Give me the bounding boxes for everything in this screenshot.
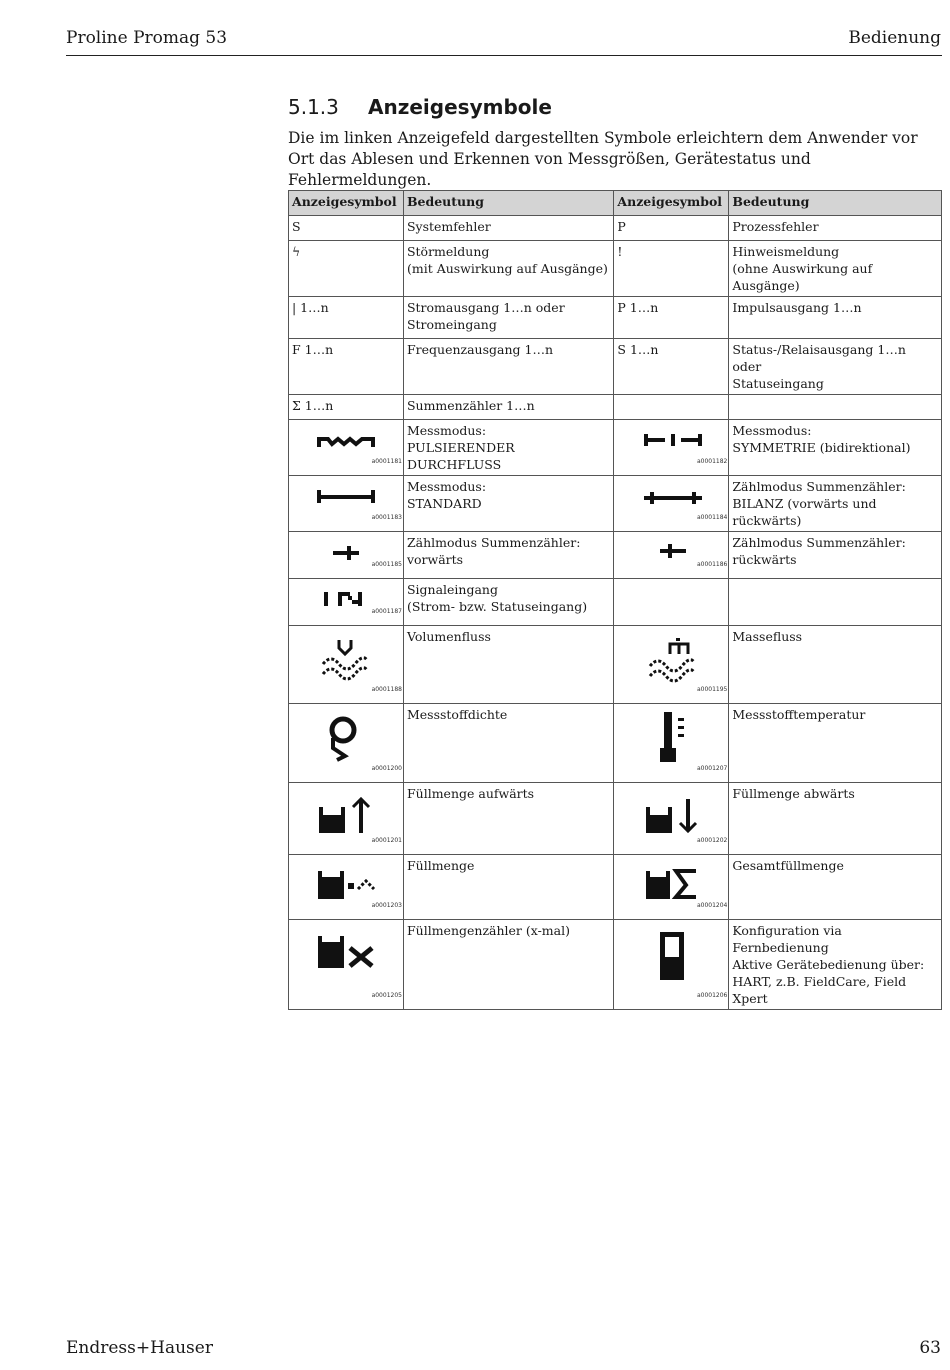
forward-icon [333, 545, 359, 561]
meaning-line: rückwärts [732, 552, 797, 567]
table-row [289, 920, 942, 1010]
section-heading [288, 95, 552, 119]
symbol-cell [614, 704, 729, 783]
meaning-cell [729, 579, 942, 626]
footer-company: Endress+Hauser [66, 1338, 213, 1358]
figure-code: a0001204 [696, 902, 728, 909]
symbol-cell [614, 783, 729, 855]
meaning-line: Statuseingang [732, 376, 824, 391]
table-row [289, 339, 942, 395]
symbol-cell [289, 579, 404, 626]
meaning-line: vorwärts [406, 552, 464, 567]
table-row [289, 420, 942, 476]
figure-code: a0001206 [696, 992, 728, 999]
figure-code: a0001205 [371, 992, 402, 999]
meaning-line: SYMMETRIE (bidirektional) [732, 440, 911, 455]
meaning-cell: Füllmenge [403, 855, 613, 920]
meaning-cell [403, 476, 613, 532]
symbol-cell [614, 532, 729, 579]
symbol-cell [289, 476, 404, 532]
figure-code: a0001201 [371, 837, 402, 844]
meaning-cell: Messstoffdichte [403, 704, 613, 783]
figure-code: a0001188 [371, 686, 402, 693]
meaning-cell [729, 532, 942, 579]
symbol-cell [614, 420, 729, 476]
meaning-cell [403, 579, 613, 626]
meaning-line: Status-/Relaisausgang 1…n oder [732, 342, 906, 374]
table-row [289, 532, 942, 579]
meaning-cell: Gesamtfüllmenge [729, 855, 942, 920]
section-number: 5.1.3 [288, 95, 339, 119]
meaning-line: Störmeldung [406, 244, 490, 259]
meaning-line: (mit Auswirkung auf Ausgänge) [406, 261, 608, 276]
column-header: Anzeigesymbol [289, 191, 404, 216]
meaning-line: HART, z.B. FieldCare, Field Xpert [732, 974, 907, 1006]
meaning-line: Zählmodus Summenzähler: [732, 535, 906, 550]
meaning-line: Stromeingang [406, 317, 497, 332]
meaning-line: Messmodus: [732, 423, 812, 438]
meaning-cell: Füllmenge aufwärts [403, 783, 613, 855]
pulsating-flow-icon [317, 431, 375, 449]
symbol-cell: | 1…n [289, 297, 404, 339]
symbol-cell: F 1…n [289, 339, 404, 395]
backward-icon [660, 543, 686, 559]
figure-code: a0001183 [371, 514, 402, 521]
meaning-line: PULSIERENDER DURCHFLUSS [406, 440, 515, 472]
column-header: Bedeutung [403, 191, 613, 216]
remote-config-icon [658, 930, 686, 982]
section-title: Anzeigesymbole [368, 95, 552, 119]
figure-code: a0001200 [371, 765, 402, 772]
meaning-cell [729, 920, 942, 1010]
figure-code: a0001203 [371, 902, 402, 909]
symbol-table [288, 190, 942, 1010]
meaning-cell [403, 241, 613, 297]
meaning-line: STANDARD [406, 496, 482, 511]
fill-sum-icon [646, 867, 698, 901]
symmetry-icon [644, 431, 702, 449]
meaning-cell [403, 297, 613, 339]
meaning-line: (Strom- bzw. Statuseingang) [406, 599, 588, 614]
symbol-cell [614, 476, 729, 532]
figure-code: a0001187 [371, 608, 402, 615]
meaning-line: (ohne Auswirkung auf Ausgänge) [732, 261, 873, 293]
figure-code: a0001181 [371, 458, 402, 465]
meaning-cell [729, 241, 942, 297]
meaning-cell [729, 395, 942, 420]
figure-code: a0001184 [696, 514, 728, 521]
running-header-title: Proline Promag 53 [66, 28, 228, 48]
meaning-cell [729, 420, 942, 476]
symbol-cell: ! [614, 241, 729, 297]
meaning-line: Stromausgang 1…n oder [406, 300, 565, 315]
symbol-cell: S [289, 216, 404, 241]
meaning-cell: Prozessfehler [729, 216, 942, 241]
balance-icon [644, 489, 702, 507]
meaning-cell [729, 476, 942, 532]
symbol-cell [289, 783, 404, 855]
symbol-cell: Σ 1…n [289, 395, 404, 420]
density-icon [329, 716, 361, 762]
symbol-cell: P 1…n [614, 297, 729, 339]
volume-flow-icon [321, 638, 369, 684]
fill-counter-icon [318, 934, 376, 970]
table-row [289, 855, 942, 920]
meaning-line: Messmodus: [406, 479, 487, 494]
meaning-line: Konfiguration via Fernbedienung [732, 923, 842, 955]
meaning-cell: Füllmengenzähler (x-mal) [403, 920, 613, 1010]
fill-up-icon [319, 797, 375, 837]
signal-input-icon [324, 591, 366, 607]
table-row [289, 704, 942, 783]
table-row [289, 783, 942, 855]
meaning-cell: Volumenfluss [403, 626, 613, 704]
column-header: Anzeigesymbol [614, 191, 729, 216]
meaning-line: Signaleingang [406, 582, 498, 597]
symbol-cell: ϟ [289, 241, 404, 297]
symbol-cell [614, 395, 729, 420]
meaning-line: Hinweismeldung [732, 244, 840, 259]
column-header: Bedeutung [729, 191, 942, 216]
symbol-cell [289, 532, 404, 579]
meaning-line: Aktive Gerätebedienung über: [732, 957, 925, 972]
meaning-cell: Systemfehler [403, 216, 613, 241]
meaning-cell: Füllmenge abwärts [729, 783, 942, 855]
symbol-cell: P [614, 216, 729, 241]
table-row [289, 626, 942, 704]
meaning-cell: Summenzähler 1…n [403, 395, 613, 420]
figure-code: a0001202 [696, 837, 728, 844]
symbol-cell: S 1…n [614, 339, 729, 395]
figure-code: a0001195 [696, 686, 728, 693]
page-number: 63 [919, 1338, 941, 1358]
mass-flow-icon [648, 638, 696, 684]
meaning-line: Messmodus: [406, 423, 487, 438]
symbol-cell [614, 626, 729, 704]
meaning-line: Zählmodus Summenzähler: [732, 479, 906, 494]
intro-paragraph: Die im linken Anzeigefeld dargestellten Symbole erleichtern dem Anwender vor Ort das Ablesen und Erkennen von Messgrößen, Gerätestatus und Fehlermeldungen. [288, 129, 918, 189]
table-row [289, 216, 942, 241]
thermometer-icon [658, 712, 688, 764]
table-row [289, 476, 942, 532]
standard-mode-icon [317, 487, 375, 505]
meaning-line: Zählmodus Summenzähler: [406, 535, 581, 550]
table-row [289, 297, 942, 339]
meaning-line: BILANZ (vorwärts und rückwärts) [732, 496, 877, 528]
figure-code: a0001207 [696, 765, 728, 772]
symbol-cell [289, 626, 404, 704]
meaning-cell [729, 339, 942, 395]
symbol-cell [289, 704, 404, 783]
figure-code: a0001182 [696, 458, 728, 465]
meaning-cell [403, 532, 613, 579]
symbol-cell [289, 855, 404, 920]
meaning-cell: Frequenzausgang 1…n [403, 339, 613, 395]
meaning-cell [403, 420, 613, 476]
table-row [289, 579, 942, 626]
table-header-row [289, 191, 942, 216]
fill-down-icon [646, 797, 702, 837]
symbol-cell [614, 920, 729, 1010]
figure-code: a0001185 [371, 561, 402, 568]
fill-quantity-icon [318, 867, 376, 901]
table-row [289, 241, 942, 297]
meaning-cell: Messstofftemperatur [729, 704, 942, 783]
running-header-chapter: Bedienung [848, 28, 941, 48]
symbol-cell [289, 920, 404, 1010]
table-row [289, 395, 942, 420]
figure-code: a0001186 [696, 561, 728, 568]
meaning-cell: Massefluss [729, 626, 942, 704]
symbol-cell [614, 855, 729, 920]
symbol-cell [614, 579, 729, 626]
meaning-cell: Impulsausgang 1…n [729, 297, 942, 339]
symbol-cell [289, 420, 404, 476]
header-rule [66, 55, 942, 56]
